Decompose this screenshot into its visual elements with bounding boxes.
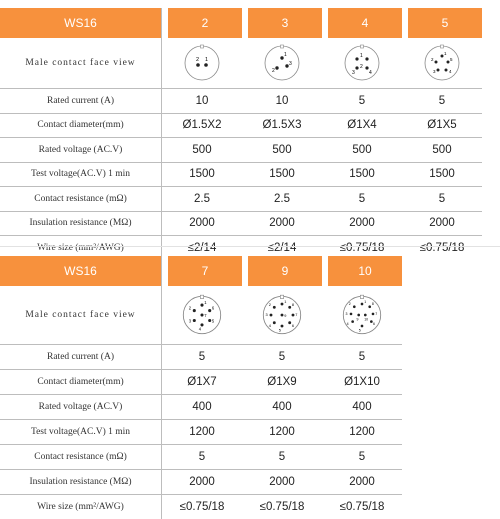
spec-value: Ø1X10 — [344, 376, 380, 388]
spec-value: 2000 — [349, 217, 375, 230]
row-label: Insulation resistance (MΩ) — [0, 212, 162, 236]
pin-label: 3 — [352, 70, 355, 76]
row-label: Rated current (A) — [0, 345, 162, 369]
spec-value: 2000 — [349, 476, 375, 488]
spec-value: 1500 — [189, 168, 215, 181]
pin-label: 2 — [188, 305, 192, 311]
pin-label: 6 — [373, 321, 375, 326]
spec-value: 2000 — [189, 217, 215, 230]
spec-value: 5 — [278, 451, 286, 463]
spec-value: Ø1X4 — [347, 119, 377, 132]
pin-label: 7 — [375, 312, 378, 316]
pin-label: 8 — [371, 302, 374, 307]
spec-value: 5 — [198, 451, 206, 463]
spec-value: Ø1X5 — [427, 119, 457, 132]
spec-value: 10 — [275, 94, 289, 107]
pin-count-header: 5 — [408, 8, 482, 38]
connector-face-7 — [162, 286, 242, 344]
pin-label: 2 — [348, 302, 351, 307]
spec-value: 5 — [358, 451, 366, 463]
pin-label: 9 — [284, 314, 287, 319]
connector-face-5 — [402, 38, 482, 88]
spec-table-2 — [0, 256, 402, 519]
row-label: Rated voltage (AC.V) — [0, 395, 162, 419]
spec-value: 5 — [198, 351, 206, 363]
spec-table-1 — [0, 8, 482, 260]
row-label: Wire size (mm²/AWG) — [0, 495, 162, 519]
spec-value: 5 — [438, 192, 446, 205]
pin-label: 5 — [450, 57, 453, 62]
pin-count-header: 9 — [248, 256, 322, 286]
pin-label: 4 — [449, 69, 452, 74]
pin-label: 6 — [291, 324, 295, 329]
pin-label: 3 — [433, 69, 436, 74]
pin-count-header: 10 — [328, 256, 402, 286]
spec-value: 5 — [278, 351, 286, 363]
table-header-row — [0, 8, 482, 38]
row-label: Contact diameter(mm) — [0, 370, 162, 394]
connector-diagram-icon — [180, 293, 224, 337]
pin-label: 7 — [204, 313, 207, 319]
spec-value: ≤2/14 — [187, 241, 217, 254]
spec-value: Ø1.5X3 — [262, 119, 302, 132]
connector-face-2 — [162, 38, 242, 88]
spec-row — [0, 470, 402, 495]
spec-row — [0, 89, 482, 114]
pin-count-header: 4 — [328, 8, 402, 38]
spec-value: 1200 — [349, 426, 375, 438]
pin-label: 2 — [431, 57, 434, 62]
connector-diagram-icon — [340, 293, 384, 337]
pin-label: 4 — [346, 321, 349, 326]
spec-row — [0, 212, 482, 237]
row-label: Contact resistance (mΩ) — [0, 187, 162, 211]
row-label: Insulation resistance (MΩ) — [0, 470, 162, 494]
spec-value: 5 — [438, 94, 446, 107]
spec-value: Ø1.5X2 — [182, 119, 222, 132]
pin-count-header: 2 — [168, 8, 242, 38]
spec-value: ≤0.75/18 — [339, 241, 385, 254]
spec-value: ≤0.75/18 — [339, 501, 385, 513]
spec-value: 1200 — [189, 426, 215, 438]
connector-diagram-icon — [260, 293, 304, 337]
connector-face-10 — [322, 286, 402, 344]
connector-face-3 — [242, 38, 322, 88]
spec-row — [0, 114, 482, 139]
row-label: Male contact face view — [0, 38, 162, 88]
spec-value: ≤2/14 — [267, 241, 297, 254]
connector-diagram-icon — [182, 43, 222, 83]
pin-label: 1 — [204, 300, 207, 305]
row-label: Contact resistance (mΩ) — [0, 445, 162, 469]
spec-value: 1200 — [269, 426, 295, 438]
spec-row — [0, 370, 402, 395]
spec-value: 10 — [195, 94, 209, 107]
spec-value: 1500 — [429, 168, 455, 181]
spec-row — [0, 445, 402, 470]
spec-value: 2000 — [429, 217, 455, 230]
connector-face-9 — [242, 286, 322, 344]
pin-count-header: 7 — [168, 256, 242, 286]
spec-value: 5 — [358, 351, 366, 363]
row-label: Test voltage(AC.V) 1 min — [0, 420, 162, 444]
spec-value: 500 — [192, 143, 212, 156]
spec-value: 500 — [352, 143, 372, 156]
pin-label: 3 — [289, 61, 292, 67]
spec-value: 5 — [358, 192, 366, 205]
spec-row — [0, 495, 402, 519]
spec-value: ≤0.75/18 — [419, 241, 465, 254]
spec-row — [0, 420, 402, 445]
pin-label: 1 — [360, 53, 363, 59]
face-view-row — [0, 38, 482, 89]
pin-count-header: 3 — [248, 8, 322, 38]
face-view-row — [0, 286, 402, 345]
spec-row — [0, 187, 482, 212]
pin-label: 1 — [284, 52, 287, 58]
spec-value: 2000 — [189, 476, 215, 488]
pin-label: 1 — [364, 299, 367, 304]
row-label: Rated voltage (AC.V) — [0, 138, 162, 162]
spec-value: 1500 — [349, 168, 375, 181]
pin-label: 7 — [295, 313, 298, 318]
spec-row — [0, 138, 482, 163]
pin-label: 9 — [356, 317, 359, 322]
spec-value: ≤0.75/18 — [179, 501, 225, 513]
model-header: WS16 — [0, 8, 162, 38]
pin-label: 4 — [369, 70, 372, 76]
row-label: Male contact face view — [0, 286, 162, 344]
spec-value: 2000 — [269, 217, 295, 230]
pin-label: 4 — [268, 324, 271, 329]
pin-label: 4 — [198, 326, 202, 332]
pin-label: 2 — [272, 68, 275, 74]
spec-value: ≤0.75/18 — [259, 501, 305, 513]
spec-value: 2.5 — [194, 192, 210, 205]
spec-value: 400 — [272, 401, 292, 413]
spec-value: 2000 — [269, 476, 295, 488]
spec-value: 400 — [352, 401, 372, 413]
spec-value: Ø1X9 — [267, 376, 297, 388]
spec-row — [0, 163, 482, 188]
row-label: Wire size (mm²/AWG) — [0, 236, 162, 260]
connector-diagram-icon — [422, 43, 462, 83]
pin-label: 1 — [444, 51, 447, 56]
pin-label: 8 — [291, 303, 295, 308]
connector-face-4 — [322, 38, 402, 88]
spec-value: 5 — [358, 94, 366, 107]
pin-label: 5 — [358, 328, 361, 333]
pin-label: 2 — [360, 64, 363, 70]
pin-label: 1 — [205, 57, 209, 63]
pin-label: 5 — [278, 328, 281, 333]
row-label: Rated current (A) — [0, 89, 162, 113]
spec-value: 400 — [192, 401, 212, 413]
spec-row — [0, 395, 402, 420]
spec-value: Ø1X7 — [187, 376, 217, 388]
pin-label: 5 — [211, 318, 215, 324]
row-label: Contact diameter(mm) — [0, 114, 162, 138]
pin-label: 2 — [196, 57, 200, 63]
pin-label: 3 — [188, 318, 192, 324]
pin-label: 10 — [364, 317, 369, 322]
connector-diagram-icon — [342, 43, 382, 83]
table-separator — [0, 246, 500, 247]
pin-label: 3 — [265, 313, 268, 318]
spec-value: 500 — [432, 143, 452, 156]
spec-value: 2.5 — [274, 192, 290, 205]
pin-label: 3 — [345, 312, 348, 316]
spec-value: 500 — [272, 143, 292, 156]
pin-label: 2 — [268, 303, 271, 308]
spec-row — [0, 345, 402, 370]
table-header-row — [0, 256, 402, 286]
model-header: WS16 — [0, 256, 162, 286]
row-label: Test voltage(AC.V) 1 min — [0, 163, 162, 187]
connector-diagram-icon — [262, 43, 302, 83]
pin-label: 1 — [284, 299, 287, 304]
spec-value: 1500 — [269, 168, 295, 181]
pin-label: 6 — [211, 305, 215, 311]
